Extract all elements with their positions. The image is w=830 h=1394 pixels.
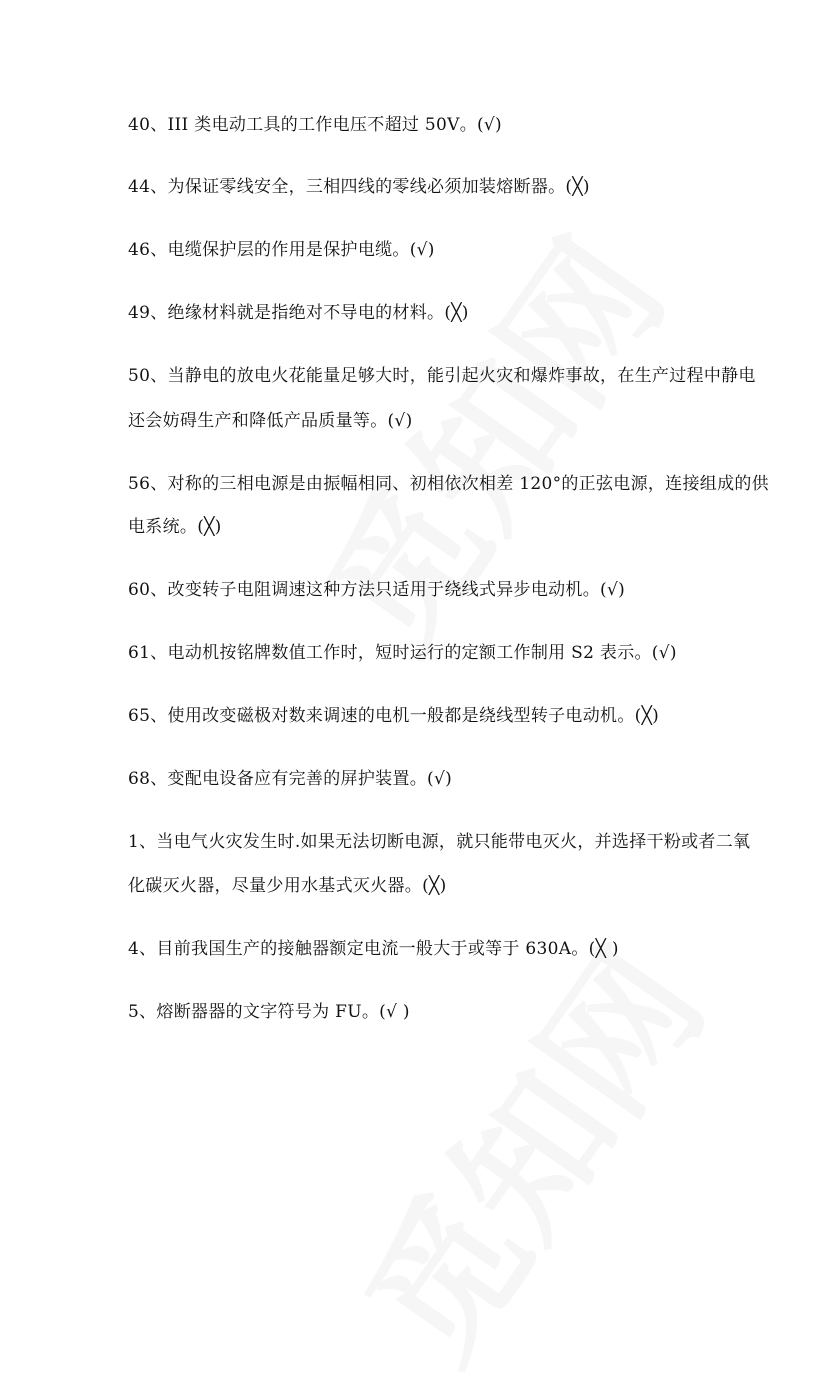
question-item-56-continued: 电系统。(╳): [128, 517, 222, 537]
watermark-logo: [267, 192, 702, 685]
question-item-50-continued: 还会妨碍生产和降低产品质量等。(√): [128, 411, 413, 431]
question-item-1-continued: 化碳灭火器，尽量少用水基式灭火器。(╳): [128, 876, 447, 896]
question-item-60: 60、改变转子电阻调速这种方法只适用于绕线式异步电动机。(√): [128, 580, 626, 600]
question-item-5: 5、熔断器器的文字符号为 FU。(√ ): [128, 1002, 410, 1022]
question-item-68: 68、变配电设备应有完善的屏护装置。(√): [128, 769, 453, 789]
question-item-44: 44、为保证零线安全，三相四线的零线必须加装熔断器。(╳): [128, 177, 590, 197]
question-item-49: 49、绝缘材料就是指绝对不导电的材料。(╳): [128, 303, 469, 323]
watermark-logo: [307, 902, 742, 1394]
question-item-1: 1、当电气火灾发生时.如果无法切断电源，就只能带电灭火，并选择干粉或者二氧: [128, 832, 751, 852]
question-item-56: 56、对称的三相电源是由振幅相同、初相依次相差 120°的正弦电源，连接组成的供: [128, 474, 769, 494]
question-item-65: 65、使用改变磁极对数来调速的电机一般都是绕线型转子电动机。(╳): [128, 706, 660, 726]
question-item-40: 40、III 类电动工具的工作电压不超过 50V。(√): [128, 115, 502, 135]
question-item-46: 46、电缆保护层的作用是保护电缆。(√): [128, 240, 435, 260]
question-item-50: 50、当静电的放电火花能量足够大时，能引起火灾和爆炸事故，在生产过程中静电: [128, 366, 756, 386]
question-item-61: 61、电动机按铭牌数值工作时，短时运行的定额工作制用 S2 表示。(√): [128, 643, 677, 663]
question-item-4: 4、目前我国生产的接触器额定电流一般大于或等于 630A。(╳ ): [128, 939, 619, 959]
